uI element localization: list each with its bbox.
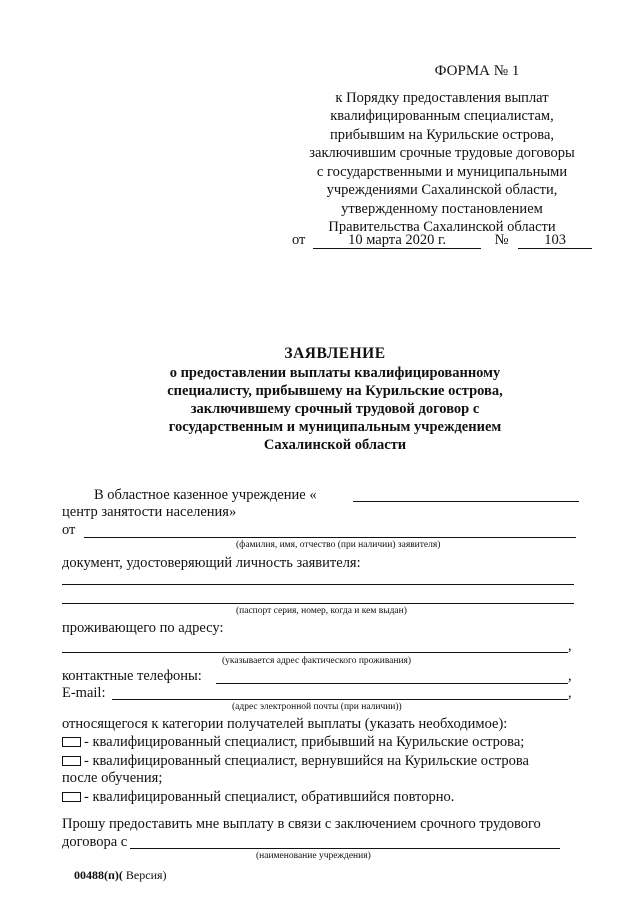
address-comma: , bbox=[568, 638, 572, 654]
address-field[interactable] bbox=[62, 652, 568, 653]
checkbox-arrived[interactable] bbox=[62, 737, 81, 747]
phones-comma: , bbox=[568, 668, 572, 684]
resolution-date: 10 марта 2020 г. bbox=[313, 232, 481, 249]
institution-label: В областное казенное учреждение « bbox=[94, 487, 317, 503]
institution-caption: (наименование учреждения) bbox=[256, 851, 371, 861]
applicant-name-caption: (фамилия, имя, отчество (при наличии) заявителя) bbox=[236, 540, 441, 550]
from-applicant-label: от bbox=[62, 522, 76, 538]
resolution-number: 103 bbox=[518, 232, 592, 249]
header-line: квалифицированным специалистам, bbox=[330, 108, 554, 124]
resolution-date-line bbox=[292, 232, 592, 249]
email-label: E-mail: bbox=[62, 685, 106, 701]
request-text-cont: договора с bbox=[62, 834, 128, 850]
checkbox-returned[interactable] bbox=[62, 756, 81, 766]
option-arrived-label: - квалифицированный специалист, прибывший на Курильские острова; bbox=[84, 734, 525, 750]
email-field[interactable] bbox=[112, 699, 568, 700]
document-version: Версия) bbox=[122, 868, 167, 882]
option-returned-cont: после обучения; bbox=[62, 770, 163, 786]
category-intro: относящегося к категории получателей выплаты (указать необходимое): bbox=[62, 716, 508, 732]
contract-institution-field[interactable] bbox=[130, 848, 560, 849]
header-line: к Порядку предоставления выплат bbox=[335, 89, 549, 106]
header-line: утвержденному постановлением bbox=[341, 200, 543, 217]
title-line: государственным и муниципальным учреждением bbox=[168, 419, 502, 435]
request-text: Прошу предоставить мне выплату в связи с заключением срочного трудового bbox=[62, 816, 541, 832]
option-repeat bbox=[62, 788, 454, 806]
title-main: ЗАЯВЛЕНИЕ bbox=[284, 345, 386, 362]
email-caption: (адрес электронной почты (при наличии)) bbox=[232, 702, 402, 712]
title-line: заключившему срочный трудовой договор с bbox=[190, 401, 480, 417]
id-document-label: документ, удостоверяющий личность заявителя: bbox=[62, 555, 361, 571]
header-line: прибывшим на Курильские острова, bbox=[329, 126, 555, 143]
option-repeat-label: - квалифицированный специалист, обратившийся повторно. bbox=[84, 789, 455, 805]
address-label: проживающего по адресу: bbox=[62, 620, 224, 636]
id-document-field-1[interactable] bbox=[62, 584, 574, 585]
application-title bbox=[130, 345, 540, 454]
title-line: Сахалинской области bbox=[263, 437, 407, 453]
form-header bbox=[292, 62, 592, 237]
header-line: Правительства Сахалинской области bbox=[328, 219, 556, 235]
phones-field[interactable] bbox=[216, 683, 568, 684]
address-caption: (указывается адрес фактического проживания) bbox=[222, 656, 412, 666]
institution-name-field[interactable] bbox=[353, 501, 579, 502]
from-label: от bbox=[292, 232, 306, 248]
applicant-name-field[interactable] bbox=[84, 537, 576, 538]
title-line: специалисту, прибывшему на Курильские острова, bbox=[167, 383, 503, 399]
header-line: заключившим срочные трудовые договоры bbox=[309, 145, 575, 161]
header-line: с государственными и муниципальными bbox=[316, 163, 568, 180]
form-number-title: ФОРМА № 1 bbox=[434, 63, 520, 79]
option-arrived bbox=[62, 733, 524, 751]
email-comma: , bbox=[568, 685, 572, 701]
document-code bbox=[74, 868, 167, 883]
document-code-text: 00488(п)( bbox=[74, 868, 123, 882]
checkbox-repeat[interactable] bbox=[62, 792, 81, 802]
option-returned bbox=[62, 752, 529, 770]
title-line: о предоставлении выплаты квалифицированному bbox=[169, 365, 501, 381]
number-label: № bbox=[494, 232, 509, 248]
phones-label: контактные телефоны: bbox=[62, 668, 202, 684]
option-returned-label: - квалифицированный специалист, вернувшийся на Курильские острова bbox=[84, 753, 529, 769]
employment-center-label: центр занятости населения» bbox=[62, 504, 237, 520]
header-line: учреждениями Сахалинской области, bbox=[326, 182, 558, 198]
passport-caption: (паспорт серия, номер, когда и кем выдан) bbox=[236, 606, 407, 616]
id-document-field-2[interactable] bbox=[62, 603, 574, 604]
